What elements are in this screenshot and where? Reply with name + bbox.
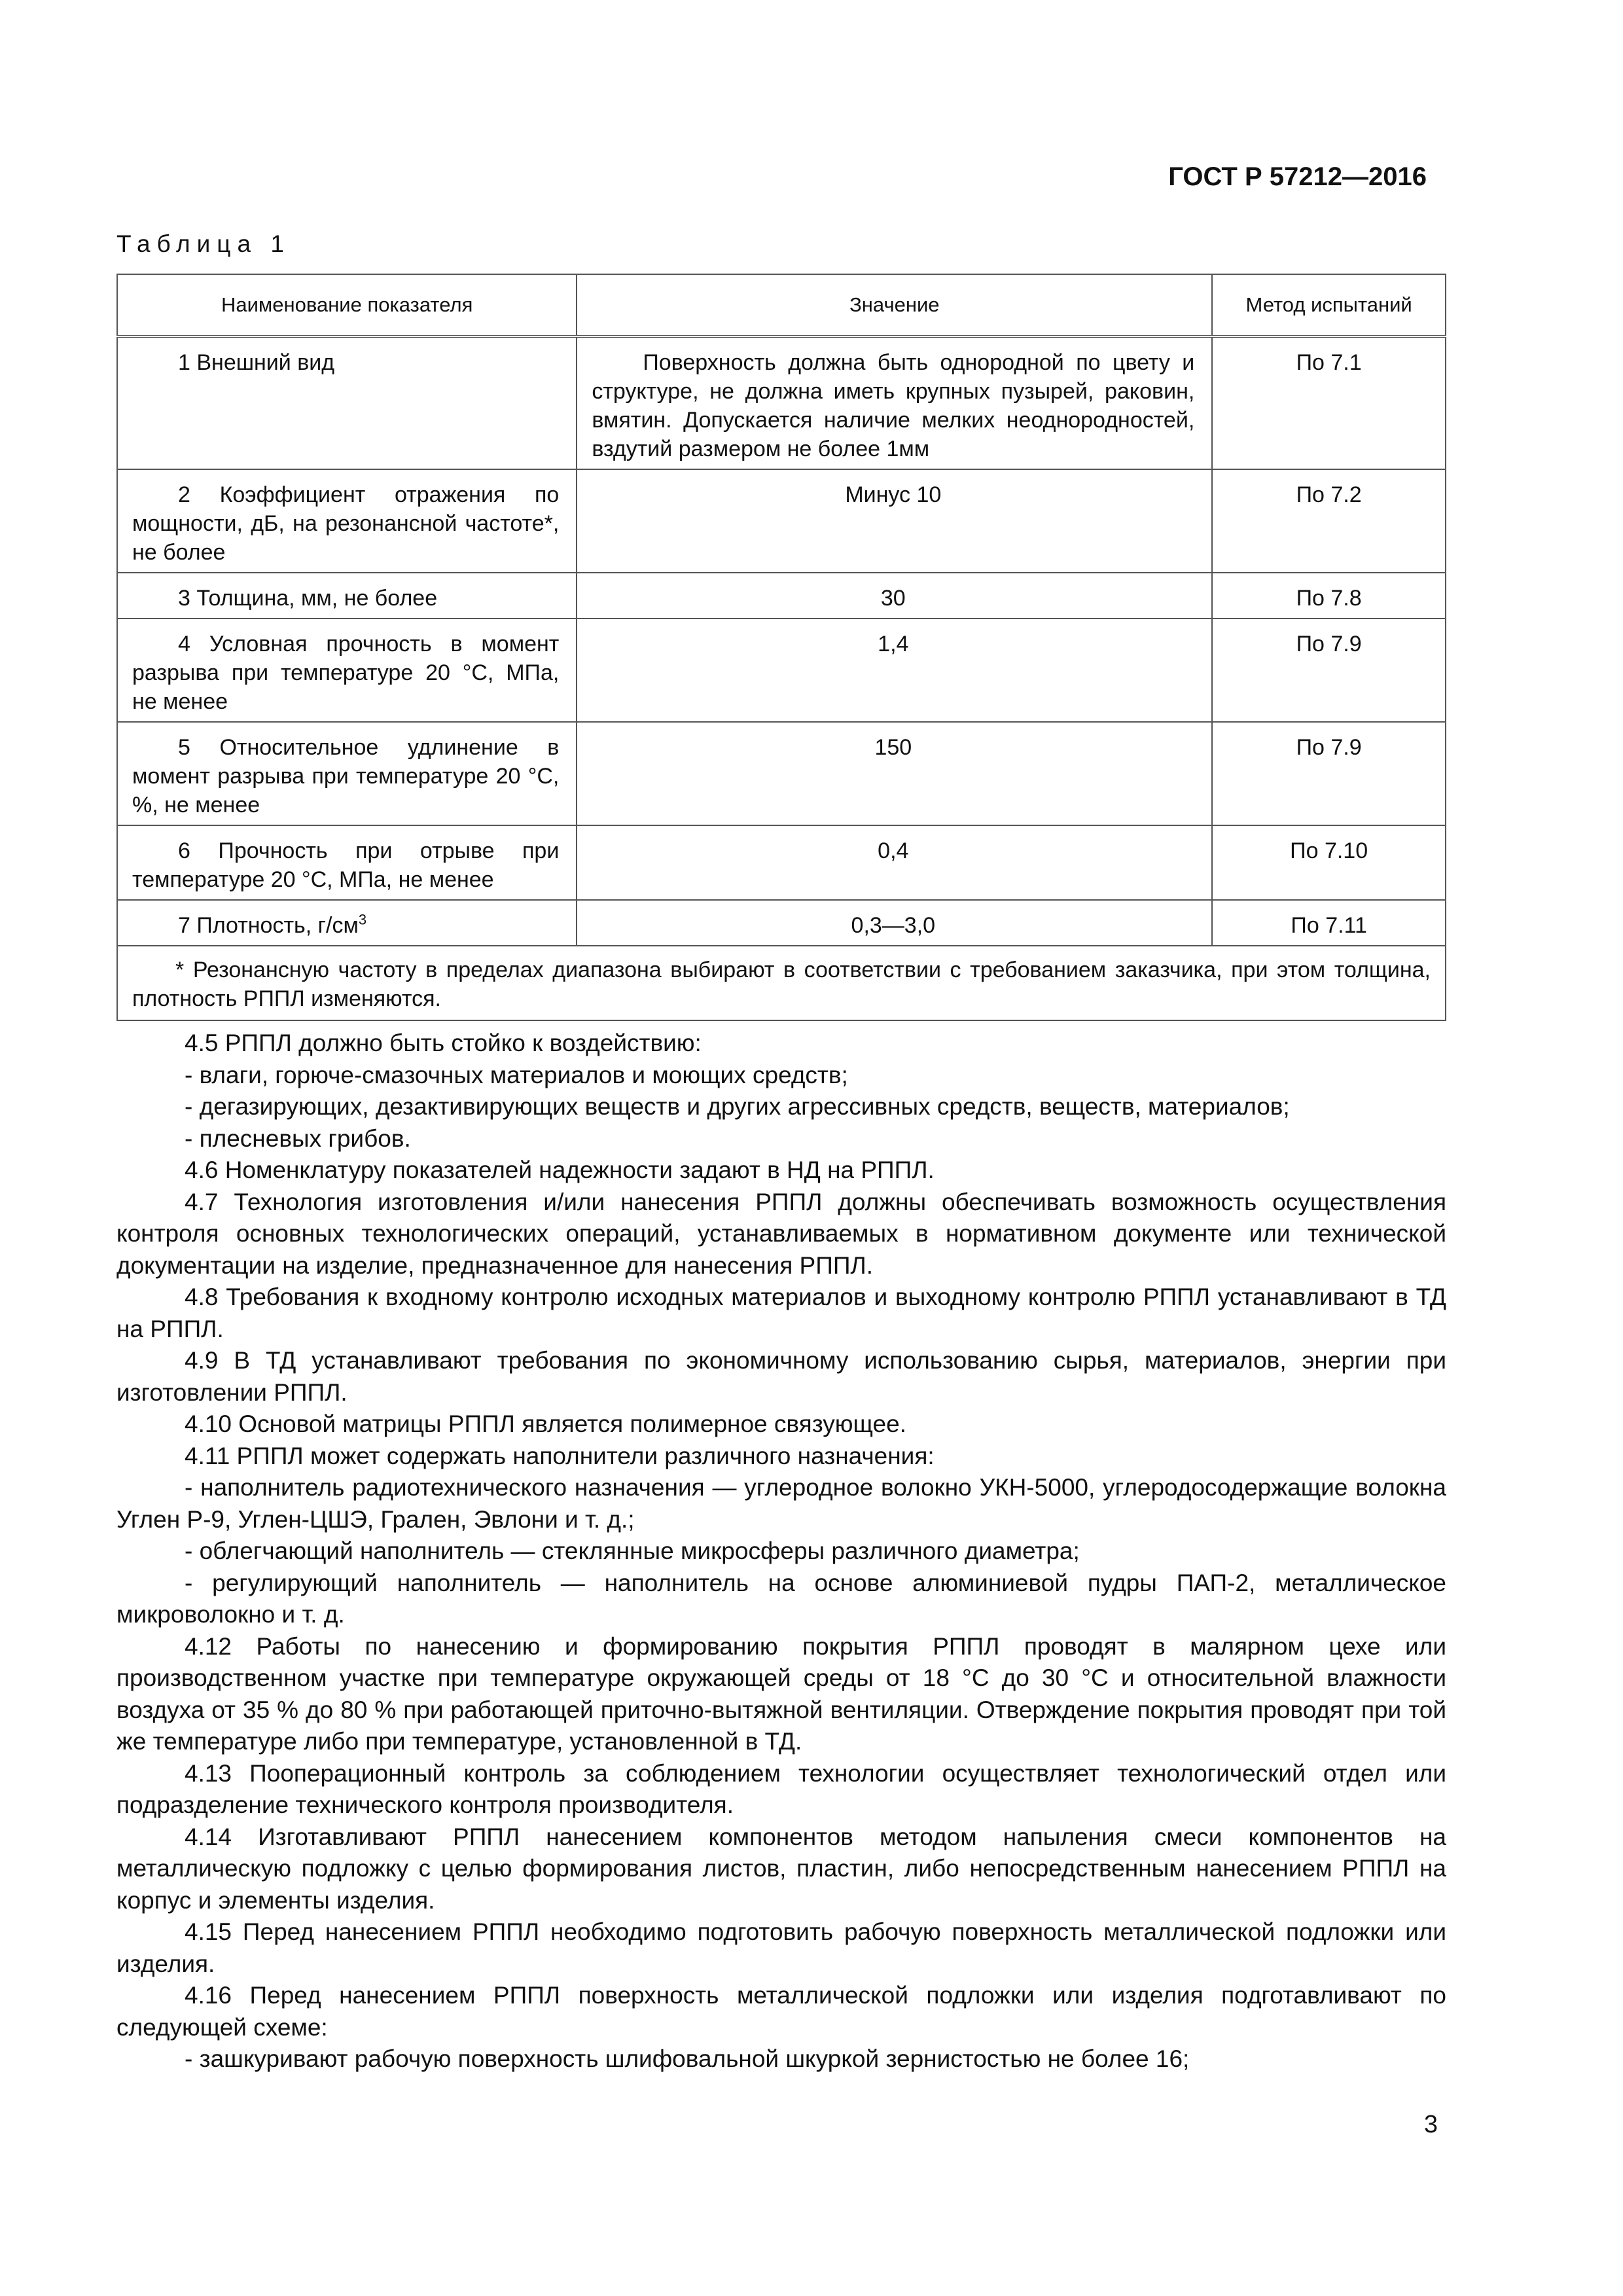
column-header-method: Метод испытаний: [1212, 274, 1446, 336]
specs-table: [116, 274, 1446, 1021]
body-text: [116, 1028, 1446, 2075]
list-item: - наполнитель радиотехнического назначения — углеродное волокно УКН-5000, углеродосодержащие волокна Углен Р-9, Углен-ЦШЭ, Грален, Эвлони и т. д.;: [116, 1474, 1446, 1533]
paragraph: 4.12 Работы по нанесению и формированию покрытия РППЛ проводят в малярном цехе или производственном участке при температуре окружающей среды от 18 °С до 30 °С и относительной влажности воздуха от 35 % до 80 % при работающей приточно-вытяжной вентиляции. Отверждение покрытия проводят при той же температуре либо при температуре, установленной в ТД.: [116, 1632, 1446, 1755]
table-footnote-row: [117, 946, 1446, 1020]
column-header-value: Значение: [577, 274, 1212, 336]
paragraph: 4.5 РППЛ должно быть стойко к воздействию:: [185, 1030, 702, 1056]
superscript: 3: [358, 911, 367, 928]
row-method-cell: По 7.1: [1212, 336, 1446, 469]
row-name-cell: 1 Внешний вид: [117, 336, 577, 469]
row-method-cell: По 7.10: [1212, 825, 1446, 900]
row-method-cell: По 7.8: [1212, 573, 1446, 619]
table-row: [117, 619, 1446, 722]
paragraph: 4.10 Основой матрицы РППЛ является полимерное связующее.: [185, 1410, 906, 1437]
table-row: [117, 825, 1446, 900]
document-header: ГОСТ Р 57212—2016: [1168, 162, 1427, 191]
paragraph: 4.15 Перед нанесением РППЛ необходимо подготовить рабочую поверхность металлической подложки или изделия.: [116, 1918, 1446, 1977]
row-name-cell: 3 Толщина, мм, не более: [117, 573, 577, 619]
paragraph: 4.14 Изготавливают РППЛ нанесением компонентов методом напыления смеси компонентов на металлическую подложку с целью формирования листов, пластин, либо непосредственным нанесением РППЛ на корпус и элементы изделия.: [116, 1823, 1446, 1914]
row-value-cell: Минус 10: [577, 469, 1212, 573]
list-item: - регулирующий наполнитель — наполнитель на основе алюминиевой пудры ПАП-2, металлическое микроволокно и т. д.: [116, 1569, 1446, 1628]
table-row: [117, 900, 1446, 946]
row-value-cell: Поверхность должна быть однородной по цвету и структуре, не должна иметь крупных пузырей, раковин, вмятин. Допускается наличие мелких неоднородностей, вздутий размером не более 1мм: [577, 336, 1212, 469]
page-number: 3: [1423, 2111, 1438, 2138]
row-value-cell: 0,3—3,0: [577, 900, 1212, 946]
table-row: [117, 573, 1446, 619]
list-item: - дегазирующих, дезактивирующих веществ и других агрессивных средств, веществ, материалов;: [185, 1093, 1290, 1120]
row-value-cell: 0,4: [577, 825, 1212, 900]
paragraph: 4.7 Технология изготовления и/или нанесения РППЛ должны обеспечивать возможность осуществления контроля основных технологических операций, устанавливаемых в нормативном документе или технической документации на изделие, предназначенное для нанесения РППЛ.: [116, 1188, 1446, 1279]
paragraph: 4.16 Перед нанесением РППЛ поверхность металлической подложки или изделия подготавливают по следующей схеме:: [116, 1982, 1446, 2041]
row-name-cell: 5 Относительное удлинение в момент разрыва при температуре 20 °С, %, не менее: [117, 722, 577, 825]
row-name-cell: 7 Плотность, $г/см^3$: [117, 900, 577, 946]
paragraph: 4.9 В ТД устанавливают требования по экономичному использованию сырья, материалов, энергии при изготовлении РППЛ.: [116, 1347, 1446, 1406]
row-name-cell: 2 Коэффициент отражения по мощности, дБ, на резонансной частоте*, не более: [117, 469, 577, 573]
row-value-cell: 30: [577, 573, 1212, 619]
list-item: - зашкуривают рабочую поверхность шлифовальной шкуркой зернистостью не более 16;: [185, 2045, 1190, 2072]
row-name-cell: 4 Условная прочность в момент разрыва при температуре 20 °С, МПа, не менее: [117, 619, 577, 722]
table-header-row: [117, 274, 1446, 336]
paragraph: 4.8 Требования к входному контролю исходных материалов и выходному контролю РППЛ устанавливают в ТД на РППЛ.: [116, 1283, 1446, 1342]
paragraph: 4.11 РППЛ может содержать наполнители различного назначения:: [185, 1442, 935, 1469]
table-caption: Таблица 1: [116, 230, 291, 257]
row-name-cell: 6 Прочность при отрыве при температуре 20 °С, МПа, не менее: [117, 825, 577, 900]
list-item: - плесневых грибов.: [185, 1124, 411, 1152]
row-value-cell: 150: [577, 722, 1212, 825]
row-method-cell: По 7.2: [1212, 469, 1446, 573]
table-row: [117, 469, 1446, 573]
table-row: [117, 336, 1446, 469]
paragraph: 4.13 Пооперационный контроль за соблюдением технологии осуществляет технологический отдел или подразделение технического контроля производителя.: [116, 1759, 1446, 1818]
list-item: - облегчающий наполнитель — стеклянные микросферы различного диаметра;: [185, 1537, 1080, 1564]
paragraph: 4.6 Номенклатуру показателей надежности задают в НД на РППЛ.: [185, 1157, 935, 1183]
list-item: - влаги, горюче-смазочных материалов и моющих средств;: [185, 1061, 848, 1088]
row-value-cell: 1,4: [577, 619, 1212, 722]
row-method-cell: По 7.11: [1212, 900, 1446, 946]
table-footnote: * Резонансную частоту в пределах диапазона выбирают в соответствии с требованием заказчика, при этом толщина, плотность РППЛ изменяются.: [117, 946, 1446, 1020]
column-header-name: Наименование показателя: [117, 274, 577, 336]
row-method-cell: По 7.9: [1212, 619, 1446, 722]
table-row: [117, 722, 1446, 825]
row-method-cell: По 7.9: [1212, 722, 1446, 825]
